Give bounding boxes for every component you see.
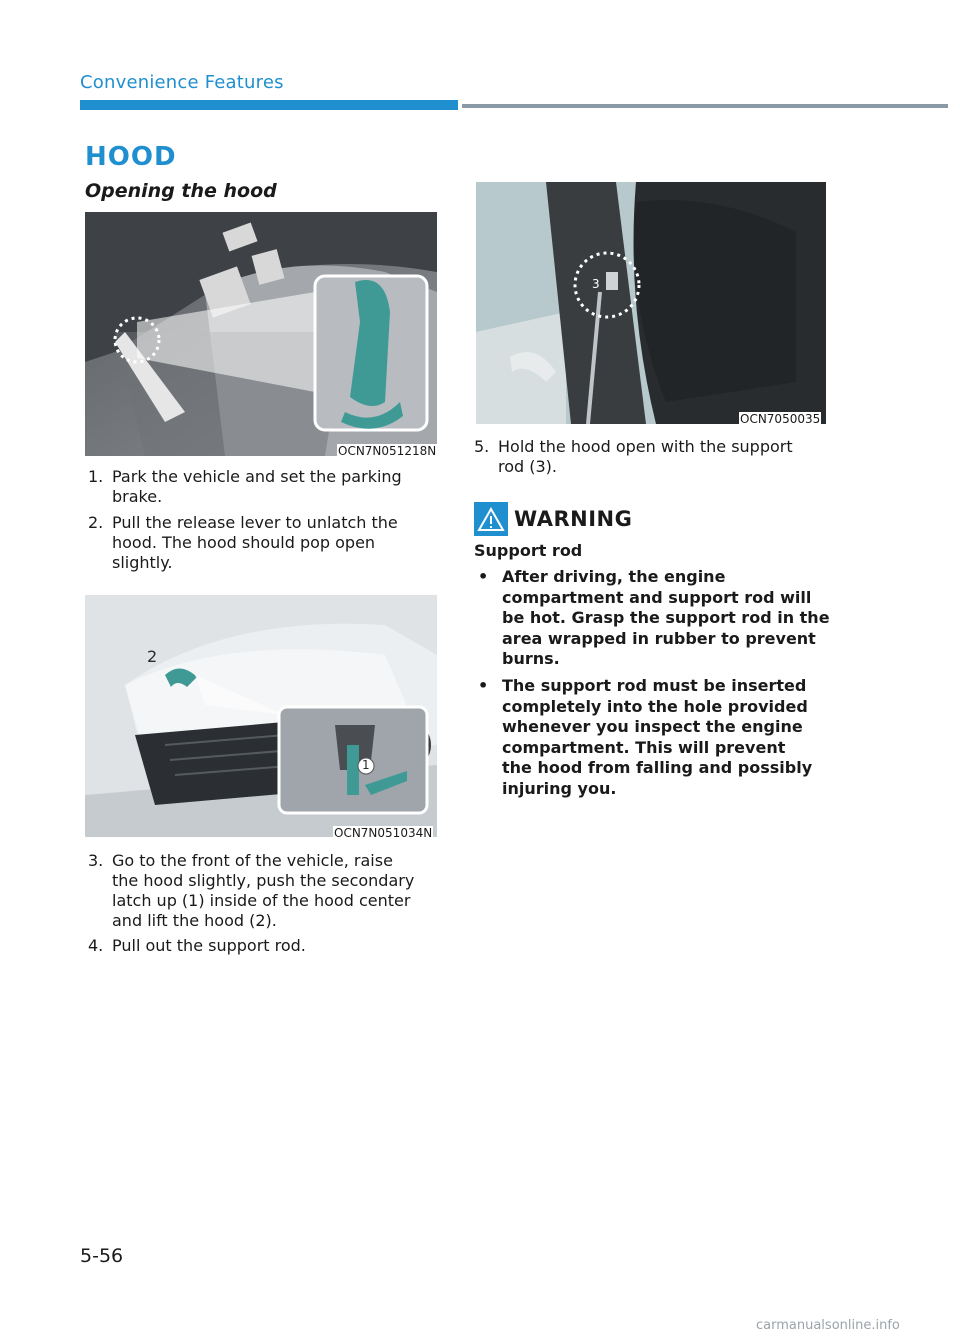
figure-caption: OCN7050035 (740, 412, 821, 426)
warning-triangle-icon (474, 502, 508, 536)
warning-label: WARNING (514, 507, 633, 531)
callout-3: 3 (592, 277, 600, 291)
step-number: 4. (88, 936, 104, 955)
figure-caption: OCN7N051218N (338, 444, 437, 458)
figure-hood-release-lever (85, 212, 437, 456)
step-text: Park the vehicle and set the parking brake. (112, 467, 402, 506)
step-number: 1. (88, 467, 104, 486)
header-accent-bar (80, 100, 458, 110)
bullet-glyph: • (478, 676, 489, 695)
step-text: Pull out the support rod. (112, 936, 306, 955)
callout-1: 1 (362, 758, 370, 772)
step-item (88, 513, 438, 573)
subsection-title: Opening the hood (85, 180, 277, 202)
step-item (474, 437, 834, 477)
figure-caption: OCN7N051034N (334, 826, 433, 840)
step-item (88, 467, 438, 507)
bullet-text: The support rod must be inserted completely into the hole provided whenever you inspect the engine compartment. This will prevent the hood from falling and possibly injuring you. (502, 676, 813, 798)
secondary-latch-illustration (85, 595, 437, 837)
warning-bullet (478, 567, 838, 672)
page-number: 5-56 (80, 1245, 124, 1267)
step-number: 5. (474, 437, 490, 456)
figure-support-rod (476, 182, 826, 424)
step-number: 3. (88, 851, 104, 870)
chapter-title: Convenience Features (80, 72, 284, 93)
watermark: carmanualsonline.info (756, 1318, 900, 1333)
step-item (88, 936, 438, 956)
hood-release-lever-illustration (85, 212, 437, 456)
step-text: Pull the release lever to unlatch the hood. The hood should pop open slightly. (112, 513, 398, 572)
figure-secondary-latch (85, 595, 437, 837)
warning-bullet (478, 676, 838, 801)
step-item (88, 851, 438, 931)
bullet-glyph: • (478, 567, 489, 586)
step-text: Go to the front of the vehicle, raise the hood slightly, push the secondary latch up (1) inside of the hood center and lift the hood (2). (112, 851, 415, 930)
section-title: HOOD (85, 142, 177, 172)
support-rod-illustration (476, 182, 826, 424)
step-text: Hold the hood open with the support rod (3). (498, 437, 793, 476)
header-rule (462, 104, 948, 108)
warning-subtitle: Support rod (474, 541, 583, 560)
step-number: 2. (88, 513, 104, 532)
callout-2: 2 (147, 647, 158, 666)
bullet-text: After driving, the engine compartment and support rod will be hot. Grasp the support rod in the area wrapped in rubber to prevent burns. (502, 567, 830, 668)
